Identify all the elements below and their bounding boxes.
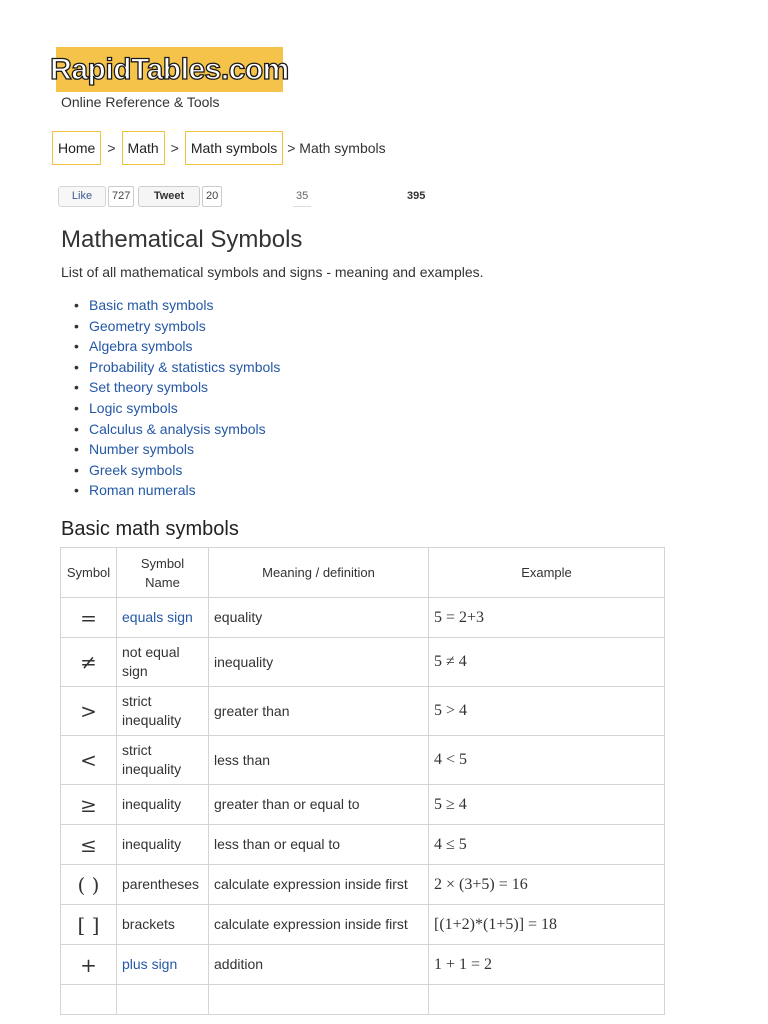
toc-link-algebra[interactable]: Algebra symbols bbox=[89, 338, 193, 355]
header-symbol-name: Symbol Name bbox=[117, 548, 209, 598]
symbol-cell: = bbox=[61, 598, 117, 638]
example-cell: 4 < 5 bbox=[429, 736, 665, 785]
toc-link-basic-math[interactable]: Basic math symbols bbox=[89, 297, 214, 313]
page-intro: List of all mathematical symbols and signs - meaning and examples. bbox=[61, 264, 484, 280]
empty-cell bbox=[61, 985, 117, 1015]
example-cell: 5 ≠ 4 bbox=[429, 638, 665, 687]
symbol-name-cell bbox=[117, 945, 209, 985]
toc-item bbox=[74, 480, 280, 501]
bullet-icon: • bbox=[74, 358, 79, 375]
meaning-cell: inequality bbox=[209, 638, 429, 687]
meaning-cell: less than bbox=[209, 736, 429, 785]
empty-cell bbox=[117, 985, 209, 1015]
symbol-cell: ≥ bbox=[61, 785, 117, 825]
bullet-icon: • bbox=[74, 441, 79, 458]
bullet-icon: • bbox=[74, 297, 79, 313]
symbol-name-cell bbox=[117, 825, 209, 865]
meaning-cell: greater than bbox=[209, 687, 429, 736]
page-title: Mathematical Symbols bbox=[61, 226, 303, 253]
breadcrumb-separator: > bbox=[107, 140, 116, 156]
table-row bbox=[61, 785, 665, 825]
share-count: 35 bbox=[293, 186, 311, 207]
table-body bbox=[61, 598, 665, 1015]
symbol-name-cell bbox=[117, 865, 209, 905]
breadcrumb bbox=[52, 130, 386, 166]
empty-cell bbox=[429, 985, 665, 1015]
tweet-count: 20 bbox=[202, 186, 222, 207]
symbol-name-text: strict inequality bbox=[122, 693, 182, 728]
example-cell: [(1+2)*(1+5)] = 18 bbox=[429, 905, 665, 945]
toc-item bbox=[74, 357, 280, 378]
breadcrumb-math-symbols[interactable]: Math symbols bbox=[185, 131, 283, 165]
example-cell: 4 ≤ 5 bbox=[429, 825, 665, 865]
bullet-icon: • bbox=[74, 461, 79, 478]
total-share-count: 395 bbox=[407, 190, 426, 202]
table-row bbox=[61, 598, 665, 638]
symbol-name-text: strict inequality bbox=[122, 742, 182, 777]
symbol-name-text: inequality bbox=[122, 836, 182, 852]
meaning-cell: calculate expression inside first bbox=[209, 865, 429, 905]
symbol-cell: ≠ bbox=[61, 638, 117, 687]
example-cell: 1 + 1 = 2 bbox=[429, 945, 665, 985]
symbol-cell: > bbox=[61, 687, 117, 736]
table-row bbox=[61, 736, 665, 785]
symbol-cell: [ ] bbox=[61, 905, 117, 945]
symbol-cell: < bbox=[61, 736, 117, 785]
bullet-icon: • bbox=[74, 482, 79, 499]
empty-cell bbox=[209, 985, 429, 1015]
meaning-cell: calculate expression inside first bbox=[209, 905, 429, 945]
meaning-cell: equality bbox=[209, 598, 429, 638]
symbol-name-cell bbox=[117, 736, 209, 785]
toc-item bbox=[74, 439, 280, 460]
toc-item bbox=[74, 316, 280, 337]
breadcrumb-math[interactable]: Math bbox=[122, 131, 165, 165]
toc-item bbox=[74, 336, 280, 357]
symbol-name-text: not equal sign bbox=[122, 644, 180, 679]
symbol-name-cell bbox=[117, 785, 209, 825]
example-cell: 5 = 2+3 bbox=[429, 598, 665, 638]
toc-item bbox=[74, 460, 280, 481]
symbol-name-text: inequality bbox=[122, 796, 182, 812]
example-cell: 5 ≥ 4 bbox=[429, 785, 665, 825]
toc-item bbox=[74, 295, 280, 316]
example-cell: 5 > 4 bbox=[429, 687, 665, 736]
table-header-row bbox=[61, 548, 665, 598]
toc-link-probability[interactable]: Probability & statistics symbols bbox=[89, 358, 281, 375]
bullet-icon: • bbox=[74, 379, 79, 396]
breadcrumb-separator: > bbox=[170, 140, 179, 156]
symbol-name-cell bbox=[117, 687, 209, 736]
symbol-name-link[interactable]: plus sign bbox=[122, 956, 178, 972]
toc-list bbox=[74, 295, 280, 501]
symbol-name-cell bbox=[117, 905, 209, 945]
breadcrumb-current: > Math symbols bbox=[287, 140, 386, 156]
table-row bbox=[61, 865, 665, 905]
header-symbol: Symbol bbox=[61, 548, 117, 598]
symbol-name-text: brackets bbox=[122, 916, 175, 932]
toc-item bbox=[74, 419, 280, 440]
facebook-like-button[interactable]: Like bbox=[58, 186, 106, 207]
symbol-cell: ( ) bbox=[61, 865, 117, 905]
section-title: Basic math symbols bbox=[61, 518, 239, 540]
site-tagline: Online Reference & Tools bbox=[61, 94, 220, 110]
meaning-cell: less than or equal to bbox=[209, 825, 429, 865]
toc-link-set-theory[interactable]: Set theory symbols bbox=[89, 379, 209, 396]
symbol-name-cell bbox=[117, 638, 209, 687]
symbol-name-cell bbox=[117, 598, 209, 638]
logo-text: RapidTables.com bbox=[50, 52, 289, 86]
like-count: 727 bbox=[108, 186, 134, 207]
meaning-cell: greater than or equal to bbox=[209, 785, 429, 825]
symbol-cell: + bbox=[61, 945, 117, 985]
toc-link-logic[interactable]: Logic symbols bbox=[89, 399, 178, 416]
example-cell: 2 × (3+5) = 16 bbox=[429, 865, 665, 905]
symbols-table bbox=[60, 547, 665, 1015]
toc-link-geometry[interactable]: Geometry symbols bbox=[89, 317, 206, 334]
bullet-icon: • bbox=[74, 399, 79, 416]
tweet-label: Tweet bbox=[153, 190, 185, 202]
toc-item bbox=[74, 377, 280, 398]
site-logo[interactable] bbox=[50, 47, 289, 92]
symbol-name-link[interactable]: equals sign bbox=[122, 609, 193, 625]
table-row bbox=[61, 985, 665, 1015]
table-row bbox=[61, 945, 665, 985]
toc-link-greek[interactable]: Greek symbols bbox=[89, 461, 183, 478]
bullet-icon: • bbox=[74, 420, 79, 437]
toc-link-number[interactable]: Number symbols bbox=[89, 441, 195, 458]
tweet-button[interactable] bbox=[138, 186, 200, 207]
breadcrumb-home[interactable]: Home bbox=[52, 131, 101, 165]
bullet-icon: • bbox=[74, 317, 79, 334]
bullet-icon: • bbox=[74, 338, 79, 355]
header-meaning: Meaning / definition bbox=[209, 548, 429, 598]
toc-link-roman[interactable]: Roman numerals bbox=[89, 482, 196, 499]
table-row bbox=[61, 687, 665, 736]
symbol-cell: ≤ bbox=[61, 825, 117, 865]
toc-link-calculus[interactable]: Calculus & analysis symbols bbox=[89, 420, 266, 437]
header-example: Example bbox=[429, 548, 665, 598]
toc-item bbox=[74, 398, 280, 419]
table-row bbox=[61, 905, 665, 945]
table-row bbox=[61, 638, 665, 687]
symbol-name-text: parentheses bbox=[122, 876, 200, 892]
meaning-cell: addition bbox=[209, 945, 429, 985]
table-row bbox=[61, 825, 665, 865]
